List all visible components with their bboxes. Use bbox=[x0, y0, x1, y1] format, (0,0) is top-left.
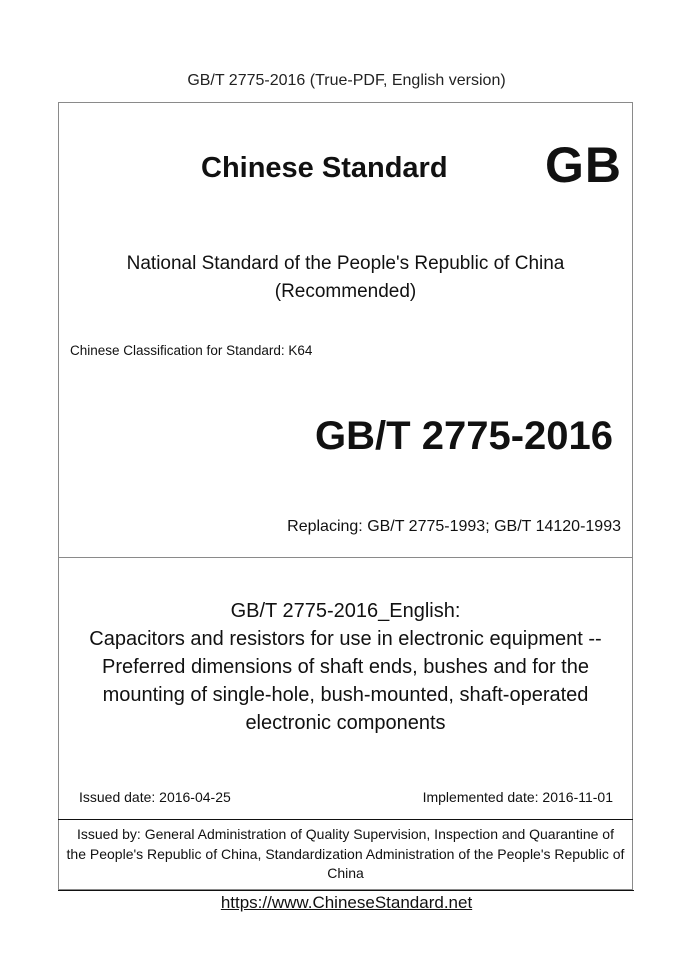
website-link[interactable]: https://www.ChineseStandard.net bbox=[220, 893, 473, 912]
issued-date: Issued date: 2016-04-25 bbox=[79, 789, 231, 805]
title-line: Preferred dimensions of shaft ends, bushes and for the bbox=[102, 656, 589, 678]
title-line: GB/T 2775-2016_English: bbox=[230, 600, 461, 622]
frame-bottom-border bbox=[58, 890, 634, 891]
recommended-line: (Recommended) bbox=[274, 281, 417, 302]
page-header-title: GB/T 2775-2016 (True-PDF, English version) bbox=[187, 72, 506, 89]
issuer-line: China bbox=[327, 865, 364, 881]
standard-number: GB/T 2775-2016 bbox=[315, 414, 613, 458]
title-line: Capacitors and resistors for use in electronic equipment -- bbox=[89, 628, 602, 650]
section-divider-top bbox=[58, 557, 633, 558]
classification-label: Chinese Classification for Standard: K64 bbox=[70, 343, 313, 358]
document-title bbox=[58, 597, 633, 737]
title-line: mounting of single-hole, bush-mounted, shaft-operated bbox=[102, 684, 589, 706]
national-standard-block bbox=[58, 250, 633, 306]
issuer-block bbox=[58, 825, 633, 884]
section-divider-bottom bbox=[58, 819, 633, 820]
gb-mark: GB bbox=[545, 137, 622, 193]
replacing-label: Replacing: GB/T 2775-1993; GB/T 14120-1993 bbox=[287, 518, 621, 535]
implemented-date: Implemented date: 2016-11-01 bbox=[422, 789, 613, 805]
cover-frame bbox=[58, 102, 633, 890]
national-standard-line: National Standard of the People's Republic of China bbox=[126, 253, 565, 274]
title-line: electronic components bbox=[245, 712, 446, 734]
issuer-line: the People's Republic of China, Standardization Administration of the People's Republic of bbox=[66, 845, 625, 862]
issuer-line: Issued by: General Administration of Quality Supervision, Inspection and Quarantine of bbox=[77, 826, 614, 842]
cover-heading: Chinese Standard bbox=[201, 152, 448, 184]
